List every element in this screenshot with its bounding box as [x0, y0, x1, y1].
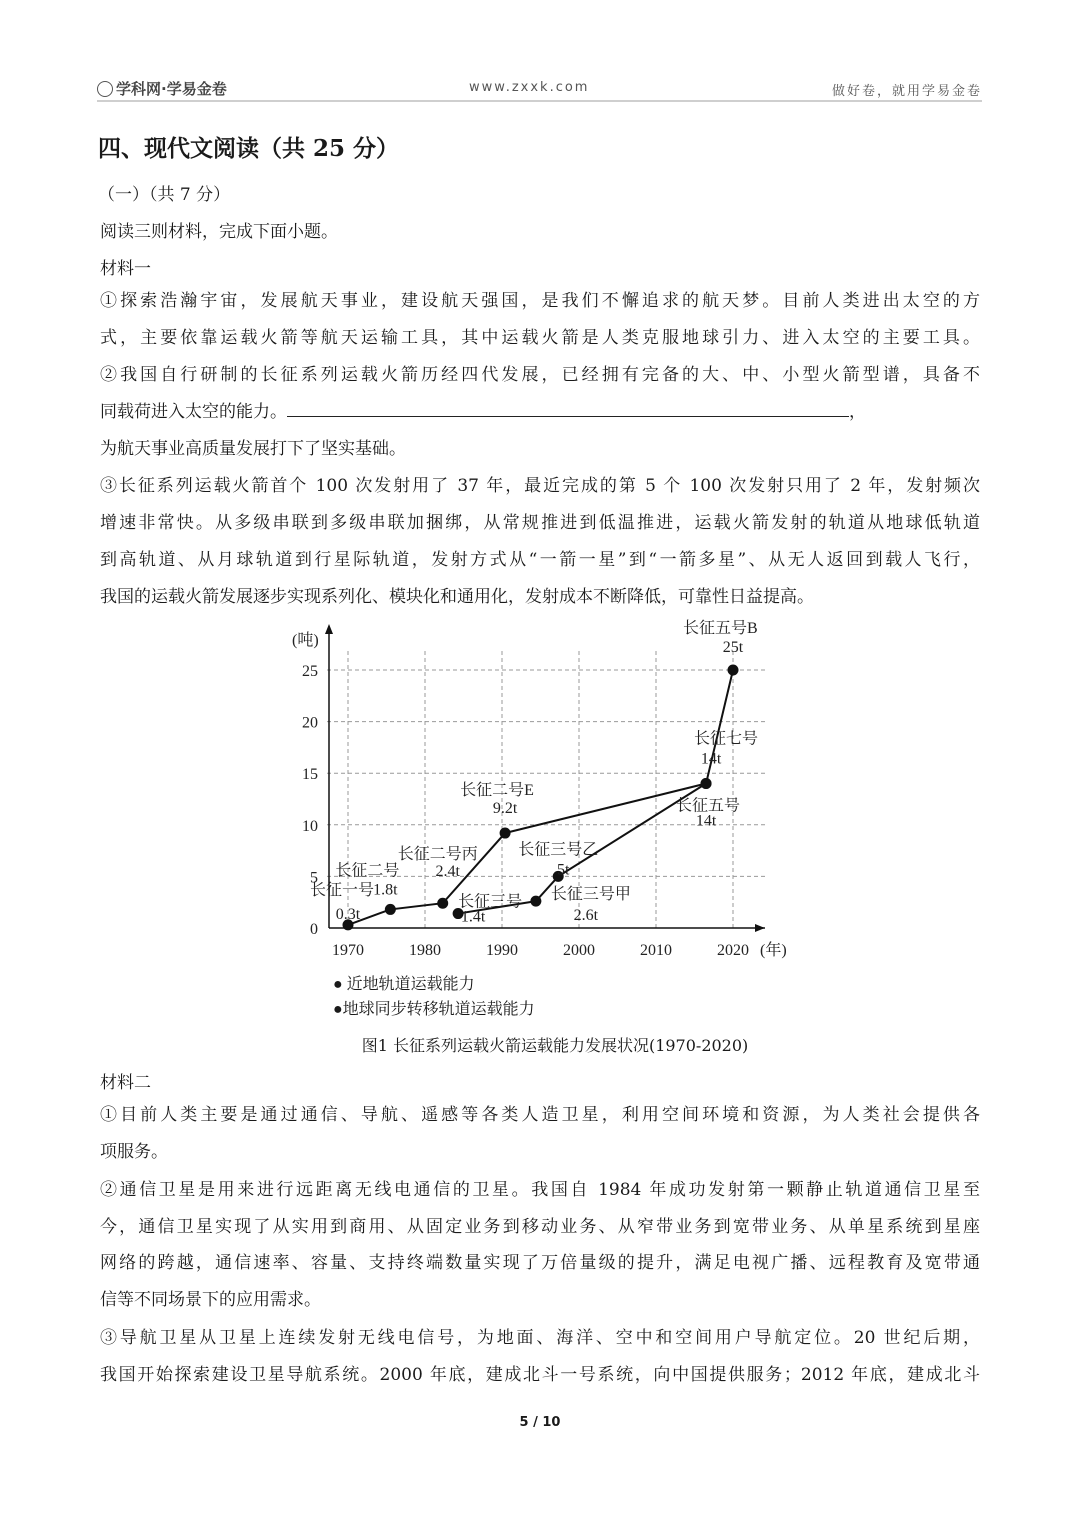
data-point [437, 898, 448, 909]
rocket-name-label: 长征二号 [335, 862, 400, 880]
y-tick-label: 15 [302, 766, 318, 784]
y-axis-arrow-icon [325, 624, 333, 634]
site-url: www.zxxk.com [469, 80, 590, 95]
rocket-name-label: 长征五号 [676, 797, 741, 815]
legend-item: ● 近地轨道运载能力 [333, 976, 475, 993]
capacity-data-label: 9.2t [492, 800, 518, 818]
text-line: ①探索浩瀚宇宙，发展航天事业，建设航天强国，是我们不懈追求的航天梦。目前人类进出太空的方 [100, 291, 980, 311]
rocket-name-label: 长征二号E [460, 782, 534, 800]
page-number: 5 / 10 [519, 1415, 561, 1430]
text-line: 信等不同场景下的应用需求。 [100, 1290, 321, 1310]
rocket-name-label: 长征一号 [310, 881, 375, 899]
rocket-name-label: 长征三号 [458, 893, 523, 911]
capacity-data-label: 2.4t [435, 863, 460, 881]
figure-caption: 图1 长征系列运载火箭运载能力发展状况(1970-2020) [361, 1036, 749, 1055]
y-tick-label: 25 [302, 663, 318, 680]
rocket-name-label: 长征三号甲 [550, 886, 631, 904]
text-line: ①目前人类主要是通过通信、导航、遥感等各类人造卫星，利用空间环境和资源，为人类社会提供各 [100, 1105, 980, 1125]
x-axis-label: (年) [760, 942, 787, 959]
legend-item: ●地球同步转移轨道运载能力 [333, 1001, 535, 1018]
data-point [701, 778, 712, 789]
text-line: 我国的运载火箭发展逐步实现系列化、模块化和通用化，发射成本不断降低，可靠性日益提高。 [100, 587, 814, 607]
text-line: ②我国自行研制的长征系列运载火箭历经四代发展，已经拥有完备的大、中、小型火箭型谱，具备不 [100, 365, 980, 385]
text-line: 到高轨道、从月球轨道到行星际轨道，发射方式从“一箭一星”到“一箭多星”、从无人返回到载人飞行， [100, 550, 980, 570]
x-tick-label: 2020 [717, 942, 749, 959]
section-title: 四、现代文阅读（共 25 分） [98, 135, 400, 162]
material1-label: 材料一 [100, 259, 151, 279]
capacity-data-label: 2.6t [573, 907, 599, 925]
data-point [728, 665, 739, 676]
text-line: 网络的跨越，通信速率、容量、支持终端数量实现了万倍量级的提升，满足电视广播、远程教育及宽带通 [100, 1253, 980, 1273]
logo-text: 学科网·学易金卷 [116, 80, 227, 98]
text-line: ②通信卫星是用来进行远距离无线电通信的卫星。我国自 1984 年成功发射第一颗静止轨道通信卫星至 [100, 1180, 980, 1200]
y-axis-label: (吨) [292, 632, 319, 649]
material2-label: 材料二 [100, 1073, 151, 1093]
text-line: 今，通信卫星实现了从实用到商用、从固定业务到移动业务、从窄带业务到宽带业务、从单星系统到星座 [100, 1217, 980, 1237]
y-tick-label: 0 [310, 921, 318, 938]
x-axis-arrow-icon [755, 924, 765, 932]
text-line: 项服务。 [100, 1142, 168, 1162]
rocket-name-label: 长征七号 [694, 730, 759, 748]
x-tick-label: 2010 [640, 942, 672, 959]
capacity-data-label: 25t [722, 639, 744, 656]
capacity-data-label: 1.8t [373, 881, 398, 899]
x-tick-label: 2000 [563, 942, 595, 959]
x-tick-label: 1970 [332, 942, 364, 959]
data-point [530, 896, 541, 907]
text-line: 增速非常快。从多级串联到多级串联加捆绑，从常规推进到低温推进，运载火箭发射的轨道从地球低轨道 [100, 513, 980, 533]
text-line: ③长征系列运载火箭首个 100 次发射用了 37 年，最近完成的第 5 个 100 次发射只用了 2 年，发射频次 [100, 476, 980, 496]
y-tick-label: 10 [302, 817, 318, 835]
capacity-data-label: 0.3t [335, 905, 361, 923]
text-line: 为航天事业高质量发展打下了坚实基础。 [100, 439, 406, 459]
text-segment: ， [849, 402, 866, 422]
capacity-data-label: 14t [695, 812, 717, 830]
text-line: ③导航卫星从卫星上连续发射无线电信号，为地面、海洋、空中和空间用户导航定位。20 世纪后期， [100, 1328, 980, 1348]
subsection-title: （一）（共 7 分） [98, 185, 231, 205]
capacity-data-label: 5t [556, 861, 570, 879]
slogan: 做好卷，就用学易金卷 [831, 84, 982, 99]
y-tick-label: 5 [310, 869, 318, 887]
rocket-name-label: 长征五号B [683, 620, 758, 637]
data-point [385, 904, 396, 915]
rocket-name-label: 长征二号丙 [397, 846, 478, 864]
y-tick-label: 20 [302, 714, 318, 732]
data-point [500, 828, 511, 839]
x-tick-label: 1990 [486, 942, 518, 959]
instruction: 阅读三则材料，完成下面小题。 [100, 222, 338, 242]
capacity-data-label: 14t [700, 750, 722, 768]
text-line: 我国开始探索建设卫星导航系统。2000 年底，建成北斗一号系统，向中国提供服务；2012 年底，建成北斗 [100, 1365, 980, 1385]
text-segment: 同载荷进入太空的能力。 [100, 402, 287, 422]
x-tick-label: 1980 [409, 942, 441, 959]
text-line: 式，主要依靠运载火箭等航天运输工具，其中运载火箭是人类克服地球引力、进入太空的主要工具。 [100, 328, 980, 348]
rocket-name-label: 长征三号乙 [518, 841, 599, 859]
capacity-data-label: 1.4t [460, 908, 486, 926]
